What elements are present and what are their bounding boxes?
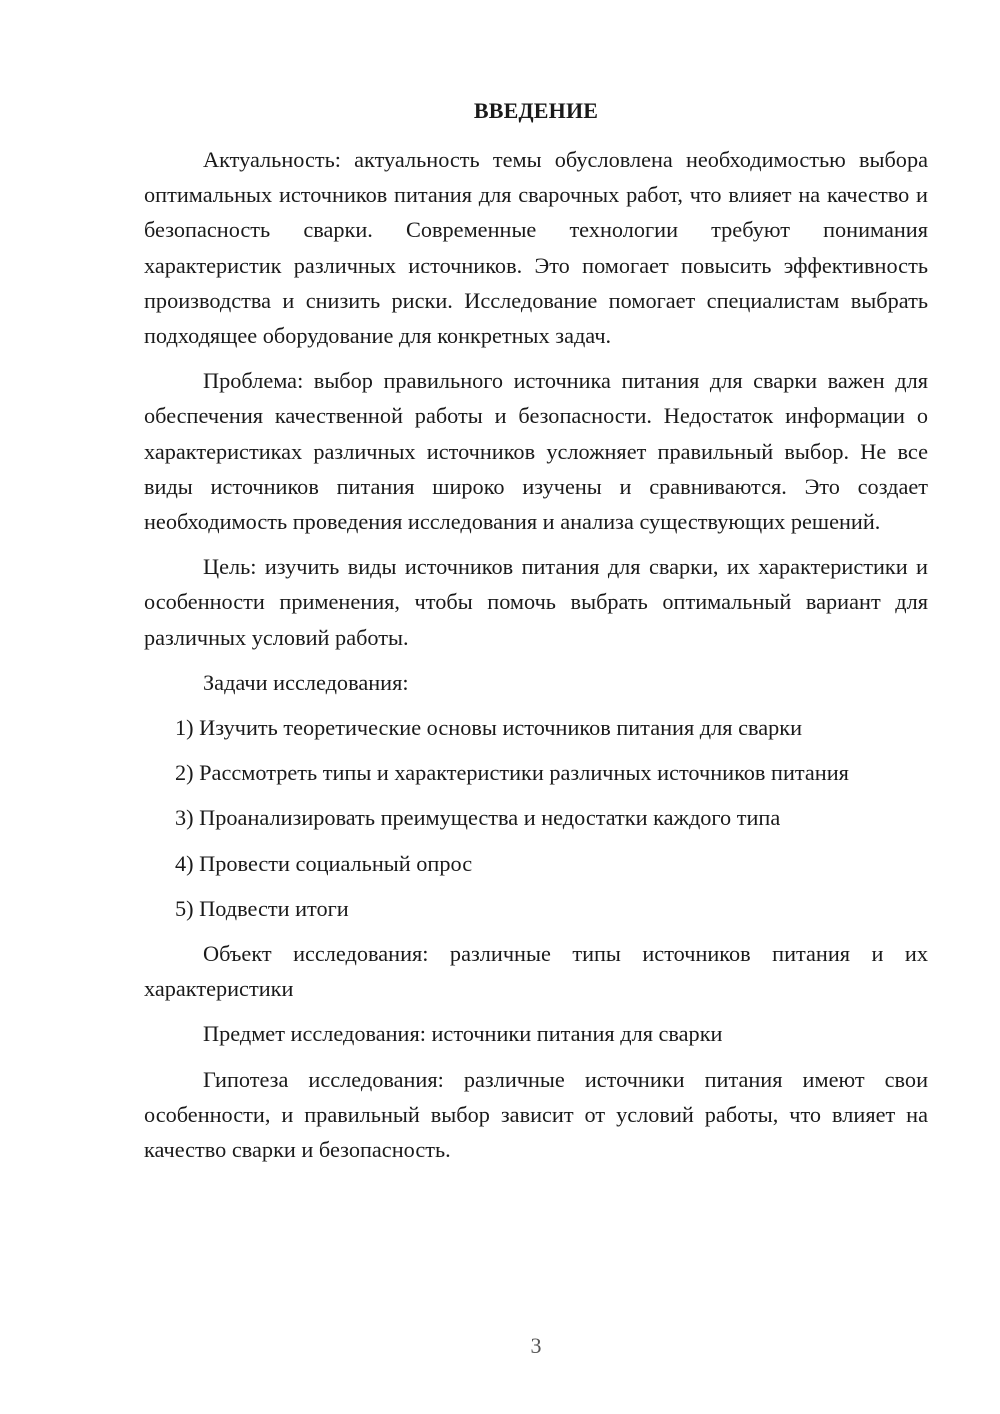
task-item: 3) Проанализировать преимущества и недостатки каждого типа: [175, 805, 781, 831]
task-item: 5) Подвести итоги: [175, 895, 349, 921]
page-number: 3: [530, 1333, 542, 1358]
paragraph-subject: Предмет исследования: источники питания для сварки: [203, 1021, 723, 1047]
paragraph-problem: Проблема: выбор правильного источника питания для сварки важен для обеспечения качественной работы и безопасности. Недостаток информации о характеристиках различных источников усложняет правильный выбор. Не все виды источников питания широко изучены и сравниваются. Это создает необходимость проведения исследования и анализа существующих решений.: [144, 368, 928, 535]
task-item: 1) Изучить теоретические основы источников питания для сварки: [175, 715, 803, 741]
paragraph-hypothesis: Гипотеза исследования: различные источники питания имеют свои особенности, и правильный выбор зависит от условий работы, что влияет на качество сварки и безопасность.: [144, 1066, 928, 1163]
paragraph-relevance: Актуальность: актуальность темы обусловлена необходимостью выбора оптимальных источников питания для сварочных работ, что влияет на качество и безопасность сварки. Современные технологии требуют понимания характеристик различных источников. Это помогает повысить эффективность производства и снизить риски. Исследование помогает специалистам выбрать подходящее оборудование для конкретных задач.: [144, 147, 928, 349]
paragraph-object: Объект исследования: различные типы источников питания и их характеристики: [144, 941, 928, 1002]
paragraph-goal: Цель: изучить виды источников питания для сварки, их характеристики и особенности применения, чтобы помочь выбрать оптимальный вариант для различных условий работы.: [144, 554, 928, 650]
page-title: ВВЕДЕНИЕ: [473, 98, 599, 123]
task-item: 2) Рассмотреть типы и характеристики различных источников питания: [175, 760, 849, 786]
task-item: 4) Провести социальный опрос: [175, 850, 473, 876]
tasks-title: Задачи исследования:: [203, 669, 409, 695]
document-body: [144, 142, 928, 1177]
